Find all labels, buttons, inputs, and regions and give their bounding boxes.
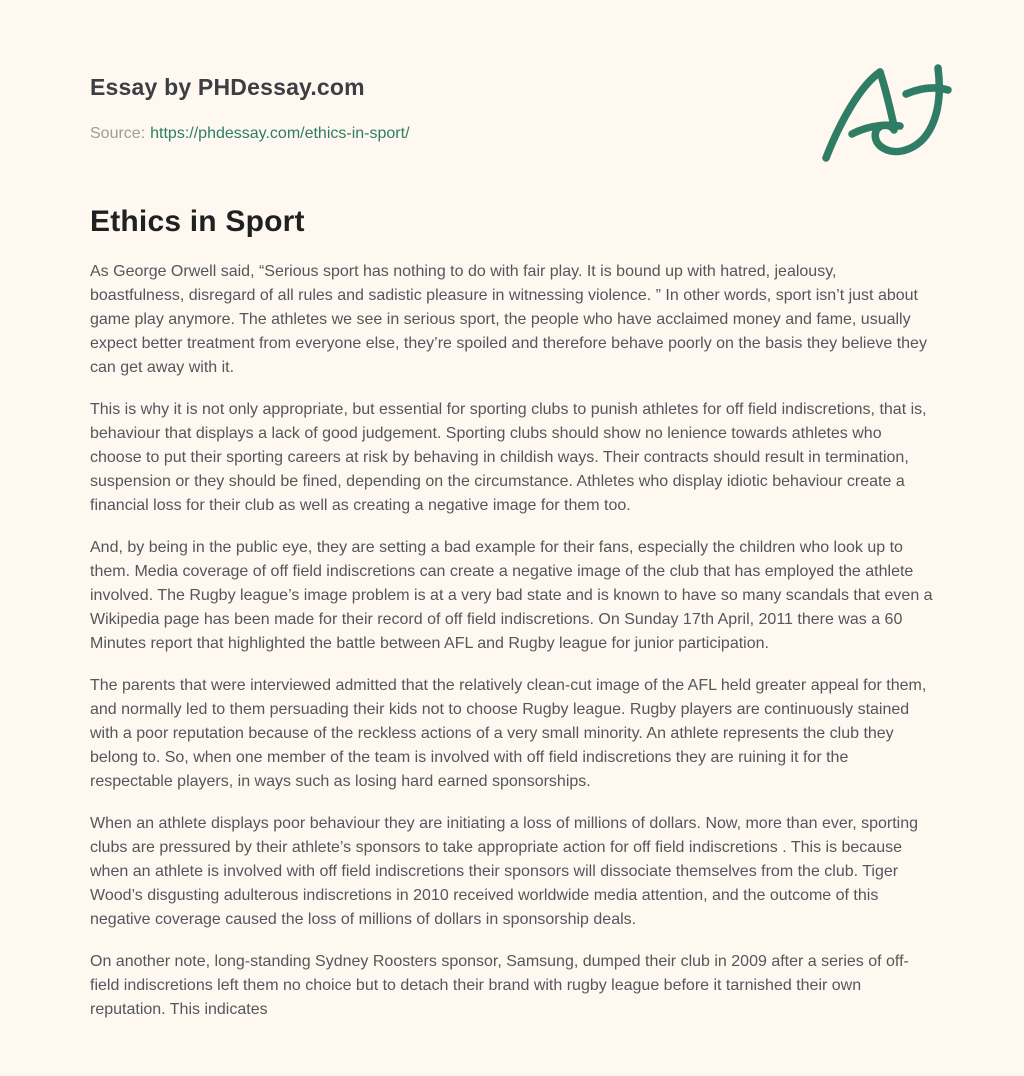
essay-paragraph: When an athlete displays poor behaviour they are initiating a loss of millions of dollars. Now, more than ever, sporting clubs are pressured by their athlete’s sponsors to take appropriate action for off field indiscretions . This is because when an athlete is involved with off field indiscretions their sponsors will dissociate themselves from the club. Tiger Wood’s disgusting adulterous indiscretions in 2010 received worldwide media attention, and the outcome of this negative coverage caused the loss of millions of dollars in sponsorship deals. (90, 815, 918, 928)
essay-title: Ethics in Sport (90, 205, 305, 238)
source-link[interactable]: https://phdessay.com/ethics-in-sport/ (150, 125, 410, 142)
source-label: Source: (90, 125, 146, 142)
essay-paragraph: On another note, long-standing Sydney Roosters sponsor, Samsung, dumped their club in 2009 after a series of off-field indiscretions left them no choice but to detach their brand with rugby league before it tarnished their own reputation. This indicates (90, 953, 909, 1018)
content-column (90, 0, 934, 1040)
essay-paragraph: The parents that were interviewed admitted that the relatively clean-cut image of the AFL held greater appeal for them, and normally led to them persuading their kids not to choose Rugby league. Rugby players are continuously stained with a poor reputation because of the reckless actions of a very small minority. An athlete represents the club they belong to. So, when one member of the team is involved with off field indiscretions they are ruining it for the respectable players, in ways such as losing hard earned sponsorships. (90, 677, 927, 790)
essay-paragraph: As George Orwell said, “Serious sport has nothing to do with fair play. It is bound up with hatred, jealousy, boastfulness, disregard of all rules and sadistic pleasure in witnessing violence. ” In other words, sport isn’t just about game play anymore. The athletes we see in serious sport, the people who have acclaimed money and fame, usually expect better treatment from everyone else, they’re spoiled and therefore behave poorly on the basis they believe they can get away with it. (90, 263, 927, 376)
brand-heading: Essay by PHDessay.com (90, 74, 365, 100)
essay-paragraph: This is why it is not only appropriate, but essential for sporting clubs to punish athletes for off field indiscretions, that is, behaviour that displays a lack of good judgement. Sporting clubs should show no lenience towards athletes who choose to put their sporting careers at risk by behaving in childish ways. Their contracts should result in termination, suspension or they should be fined, depending on the circumstance. Athletes who display idiotic behaviour create a financial loss for their club as well as creating a negative image for them too. (90, 401, 927, 514)
essay-paragraph: And, by being in the public eye, they are setting a bad example for their fans, especially the children who look up to them. Media coverage of off field indiscretions can create a negative image of the club that has employed the athlete involved. The Rugby league’s image problem is at a very bad state and is known to have so many scandals that even a Wikipedia page has been made for their record of off field indiscretions. On Sunday 17th April, 2011 there was a 60 Minutes report that highlighted the battle between AFL and Rugby league for junior participation. (90, 539, 933, 652)
source-line (90, 125, 934, 143)
essay-body (90, 260, 934, 1022)
